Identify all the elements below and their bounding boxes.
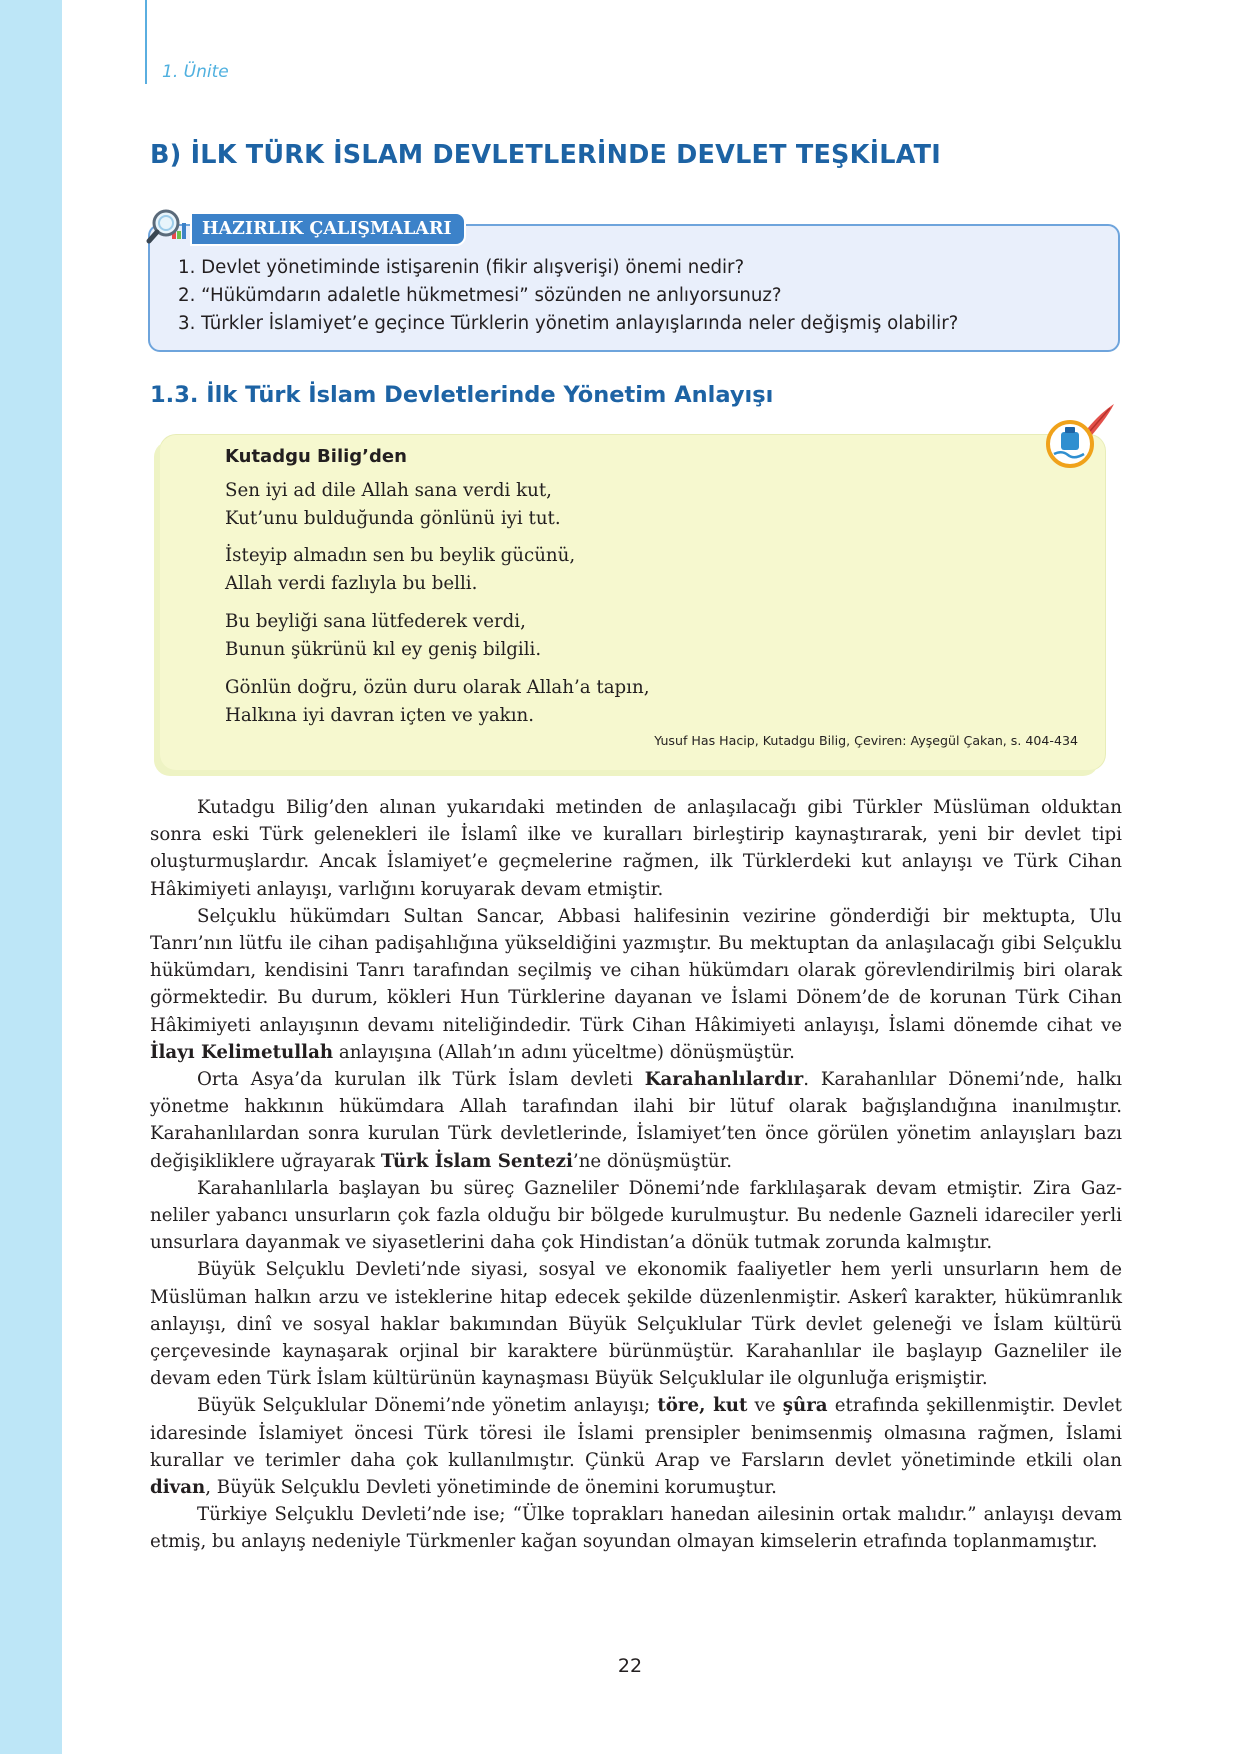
- quote-stanza: [225, 608, 541, 664]
- text-run: anlayışına (Allah’ın adını yüceltme) dönüşmüştür.: [333, 1041, 795, 1063]
- subsection-title: 1.3. İlk Türk İslam Devletlerinde Yönetim Anlayışı: [150, 382, 774, 408]
- quote-line: Kut’unu bulduğunda gönlünü iyi tut.: [225, 508, 561, 529]
- preparation-heading: HAZIRLIK ÇALIŞMALARI: [190, 212, 466, 246]
- bold-term: İlayı Kelimetullah: [150, 1041, 334, 1063]
- quote-source: Yusuf Has Hacip, Kutadgu Bilig, Çeviren: Ayşegül Çakan, s. 404-434: [654, 733, 1078, 748]
- text-run: . Karahanlılar Dönemi’nde, halkı yönetme hakkının hükümdara Allah tarafından ilahi bir lütuf olarak bağışlandığına inanılmıştır. Karahanlılardan sonra kurulan Türk devletlerinde, İslamiyet’ten önce görülen yönetim anlayışları bazı değişikliklere uğrayarak: [150, 1069, 1122, 1172]
- bold-term: şûra: [782, 1395, 828, 1417]
- text-run: ’ne dönüşmüştür.: [572, 1150, 733, 1172]
- text-run: Kutadgu Bilig’den alınan yukarıdaki metinden de anlaşılacağı gibi Türkler Müslüman olduktan sonra eski Türk gelenekleri ile İslamî ilke ve kuralları birleştirip kaynaştırarak, yeni bir devlet tipi oluşturmuşlardır. Ancak İslamiyet’e geçmelerine rağmen, ilk Türklerdeki kut anlayışı ve Türk Cihan Hâkimiyeti anlayışı, varlığını koruyarak devam etmiştir.: [150, 797, 1122, 900]
- text-run: Selçuklu hükümdarı Sultan Sancar, Abbasi halifesinin vezirine gönderdiği bir mektupta, Ulu Tanrı’nın lütfu ile cihan padişahlığına yükseldiğini yazmıştır. Bu mektuptan da anlaşılacağı gibi Selçuklu hükümdarı, kendisini Tanrı tarafından seçilmiş ve cihan hükümdarı olarak görevlendirilmiş biri olarak görmektedir. Bu durum, kökleri Hun Türklerine dayanan ve İslami Dönem’de de korunan Türk Cihan Hâkimiyeti anlayışının devamı niteliğindedir. Türk Cihan Hâkimiyeti anlayışı, İslami dönemde cihat ve: [150, 905, 1122, 1036]
- text-run: Büyük Selçuklular Dönemi’nde yönetim anlayışı;: [197, 1395, 658, 1417]
- quote-line: Sen iyi ad dile Allah sana verdi kut,: [225, 480, 552, 501]
- question-item: 2. “Hükümdarın adaletle hükmetmesi” sözünden ne anlıyorsunuz?: [178, 285, 782, 306]
- quote-line: Halkına iyi davran içten ve yakın.: [225, 705, 535, 726]
- body-paragraph: [150, 1175, 1122, 1257]
- text-run: Büyük Selçuklu Devleti’nde siyasi, sosyal ve ekonomik faaliyetler hem yerli unsurların hem de Müslüman halkın arzu ve isteklerine hitap edecek şekilde düzenlenmiştir. Askerî karakter, hükümranlık anlayışı, dinî ve sosyal haklar bakımından Büyük Selçuklular Türk devlet geleneği ve İslam kültürü çerçevesinde kaynaşarak orjinal bir karaktere bürünmüştür. Karahanlılar ile başlayıp Gazneliler ile devam eden Türk İslam kültürünün kaynaşması Büyük Selçuklular ile olgunluğa erişmiştir.: [150, 1259, 1122, 1390]
- bold-term: Türk İslam Sentezi: [380, 1150, 573, 1172]
- text-run: ve: [747, 1395, 783, 1417]
- quote-line: Bunun şükrünü kıl ey geniş bilgili.: [225, 639, 542, 660]
- quote-line: İsteyip almadın sen bu beylik gücünü,: [225, 545, 576, 566]
- page-number: 22: [617, 1655, 643, 1677]
- bold-term: töre, kut: [657, 1395, 748, 1417]
- question-item: 1. Devlet yönetiminde istişarenin (fikir alışverişi) önemi nedir?: [178, 257, 745, 278]
- text-run: Orta Asya’da kurulan ilk Türk İslam devleti: [197, 1069, 645, 1091]
- bold-term: divan: [150, 1477, 206, 1499]
- quote-stanza: [225, 674, 650, 730]
- magnifier-chart-icon: [146, 205, 194, 253]
- body-paragraph: [150, 1501, 1122, 1555]
- text-run: Türkiye Selçuklu Devleti’nde ise; “Ülke toprakları hanedan ailesinin ortak malıdır.” anlayışı devam etmiş, bu anlayış nedeniyle Türkmenler kağan soyundan olmayan kimselerin etrafında toplanmamıştır.: [150, 1504, 1122, 1553]
- body-paragraph: [150, 1066, 1122, 1175]
- body-paragraph: [150, 903, 1122, 1066]
- quote-stanza: [225, 477, 561, 533]
- unit-rule: [145, 0, 147, 84]
- body-text: [150, 794, 1122, 1556]
- quote-line: Allah verdi fazlıyla bu belli.: [225, 573, 478, 594]
- quote-stanza: [225, 542, 575, 598]
- question-item: 3. Türkler İslamiyet’e geçince Türklerin yönetim anlayışlarında neler değişmiş olabilir?: [178, 313, 959, 334]
- text-run: , Büyük Selçuklu Devleti yönetiminde de önemini korumuştur.: [205, 1477, 777, 1499]
- quote-title: Kutadgu Bilig’den: [225, 446, 407, 467]
- text-run: etrafında şekillenmiştir. Devlet idaresinde İslamiyet öncesi Türk töresi ile İslami prensipler benimsenmiş olmasına rağmen, İslami kurallar ve terimler daha çok kullanılmıştır. Çünkü Arap ve Farsların devlet yönetiminde etkili olan: [150, 1395, 1122, 1471]
- body-paragraph: [150, 1392, 1122, 1501]
- text-run: Karahanlılarla başlayan bu süreç Gazneliler Dönemi’nde farklılaşarak devam etmiştir. Zira Gazneliler yabancı unsurların çok fazla olduğu bir bölgede kurulmuştur. Bu nedenle Gazneli idareciler yerli unsurlara dayanmak ve siyasetlerini daha çok Hindistan’a dönük tutmak zorunda kalmıştır.: [150, 1177, 1122, 1254]
- unit-label: 1. Ünite: [162, 62, 229, 82]
- section-title: B) İLK TÜRK İSLAM DEVLETLERİNDE DEVLET TEŞKİLATI: [150, 140, 941, 170]
- body-paragraph: [150, 794, 1122, 903]
- page-side-band: [0, 0, 62, 1754]
- inkwell-quill-icon: [1040, 402, 1116, 470]
- quote-line: Bu beyliği sana lütfederek verdi,: [225, 611, 526, 632]
- preparation-questions: [178, 254, 958, 338]
- quote-line: Gönlün doğru, özün duru olarak Allah’a tapın,: [225, 677, 650, 698]
- body-paragraph: [150, 1256, 1122, 1392]
- bold-term: Karahanlılardır: [644, 1069, 804, 1091]
